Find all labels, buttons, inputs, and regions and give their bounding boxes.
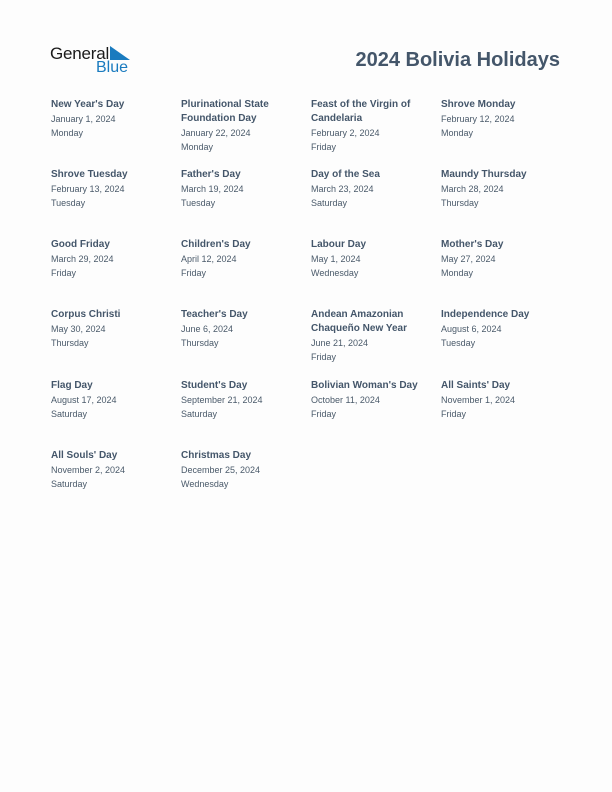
holiday-weekday: Monday [51,128,84,138]
holiday-name: Christmas Day [181,450,252,461]
logo-general-text: General [50,44,110,63]
holiday-weekday: Wednesday [311,268,359,278]
holiday-name: Plurinational State Foundation Day [181,99,269,124]
holiday-date: June 6, 2024 [181,324,234,334]
holiday-name: Children's Day [181,239,251,250]
holiday-item [441,168,565,210]
holiday-item [51,379,175,421]
holiday-name: Student's Day [181,380,248,391]
holiday-date: February 2, 2024 [311,128,380,138]
holiday-weekday: Saturday [311,198,348,208]
holiday-date: November 1, 2024 [441,395,516,405]
holiday-date: August 6, 2024 [441,324,502,334]
logo-flag-icon [110,46,130,60]
holiday-item [181,308,305,350]
holiday-date: March 29, 2024 [51,254,114,264]
holiday-name: Feast of the Virgin of Candelaria [311,99,411,124]
holiday-date: March 19, 2024 [181,184,244,194]
logo-blue-text: Blue [96,59,129,76]
holiday-item [51,168,175,210]
holiday-name: Father's Day [181,169,241,180]
holiday-date: January 22, 2024 [181,128,251,138]
holiday-date: February 12, 2024 [441,114,515,124]
holiday-date: March 28, 2024 [441,184,504,194]
holiday-item [51,308,175,350]
holiday-item [181,379,305,421]
holiday-item [181,238,305,280]
holiday-name: All Saints' Day [441,380,511,391]
logo [50,44,134,78]
holiday-weekday: Thursday [181,338,219,348]
holiday-item [311,379,435,421]
holiday-name: Labour Day [311,239,367,250]
holiday-name: Shrove Monday [441,99,516,110]
holiday-name: Andean Amazonian Chaqueño New Year [311,309,407,334]
holiday-weekday: Friday [311,409,337,419]
holiday-weekday: Saturday [181,409,218,419]
holiday-weekday: Monday [441,268,474,278]
holiday-date: February 13, 2024 [51,184,125,194]
holiday-date: November 2, 2024 [51,465,126,475]
holiday-name: Bolivian Woman's Day [311,380,418,391]
holiday-weekday: Tuesday [441,338,476,348]
holiday-item [311,238,435,280]
holiday-name: Corpus Christi [51,309,121,320]
holiday-date: March 23, 2024 [311,184,374,194]
holiday-item [181,98,305,154]
holiday-date: May 1, 2024 [311,254,361,264]
holiday-weekday: Wednesday [181,479,229,489]
holiday-name: New Year's Day [51,99,125,110]
holiday-item [311,308,435,364]
holiday-date: January 1, 2024 [51,114,116,124]
holiday-item [441,308,565,350]
holiday-weekday: Saturday [51,479,88,489]
holiday-date: October 11, 2024 [311,395,380,405]
holiday-name: Flag Day [51,380,93,391]
holiday-date: May 27, 2024 [441,254,496,264]
holiday-weekday: Friday [51,268,77,278]
holiday-item [311,98,435,154]
holiday-date: April 12, 2024 [181,254,237,264]
holiday-item [441,98,565,140]
holiday-item [51,238,175,280]
holiday-name: Mother's Day [441,239,504,250]
holiday-weekday: Friday [311,142,337,152]
holiday-item [311,168,435,210]
holiday-weekday: Friday [441,409,467,419]
holiday-item [181,168,305,210]
holiday-item [51,98,175,140]
holiday-weekday: Friday [181,268,207,278]
holiday-weekday: Monday [441,128,474,138]
holiday-item [51,449,175,491]
page-title: 2024 Bolivia Holidays [355,49,560,71]
holiday-name: Good Friday [51,239,110,250]
holiday-weekday: Friday [311,352,337,362]
holiday-weekday: Monday [181,142,214,152]
holiday-name: Independence Day [441,309,530,320]
holiday-name: Teacher's Day [181,309,248,320]
holiday-weekday: Thursday [441,198,479,208]
holiday-item [441,379,565,421]
holiday-weekday: Tuesday [51,198,86,208]
holiday-name: Maundy Thursday [441,169,527,180]
holiday-date: December 25, 2024 [181,465,261,475]
holiday-weekday: Thursday [51,338,89,348]
holiday-weekday: Saturday [51,409,88,419]
holiday-date: May 30, 2024 [51,324,106,334]
holiday-name: Day of the Sea [311,169,380,180]
holiday-weekday: Tuesday [181,198,216,208]
holiday-date: September 21, 2024 [181,395,263,405]
holiday-name: All Souls' Day [51,450,118,461]
holiday-date: June 21, 2024 [311,338,369,348]
holiday-item [181,449,305,491]
holiday-item [441,238,565,280]
holiday-date: August 17, 2024 [51,395,117,405]
holiday-name: Shrove Tuesday [51,169,128,180]
